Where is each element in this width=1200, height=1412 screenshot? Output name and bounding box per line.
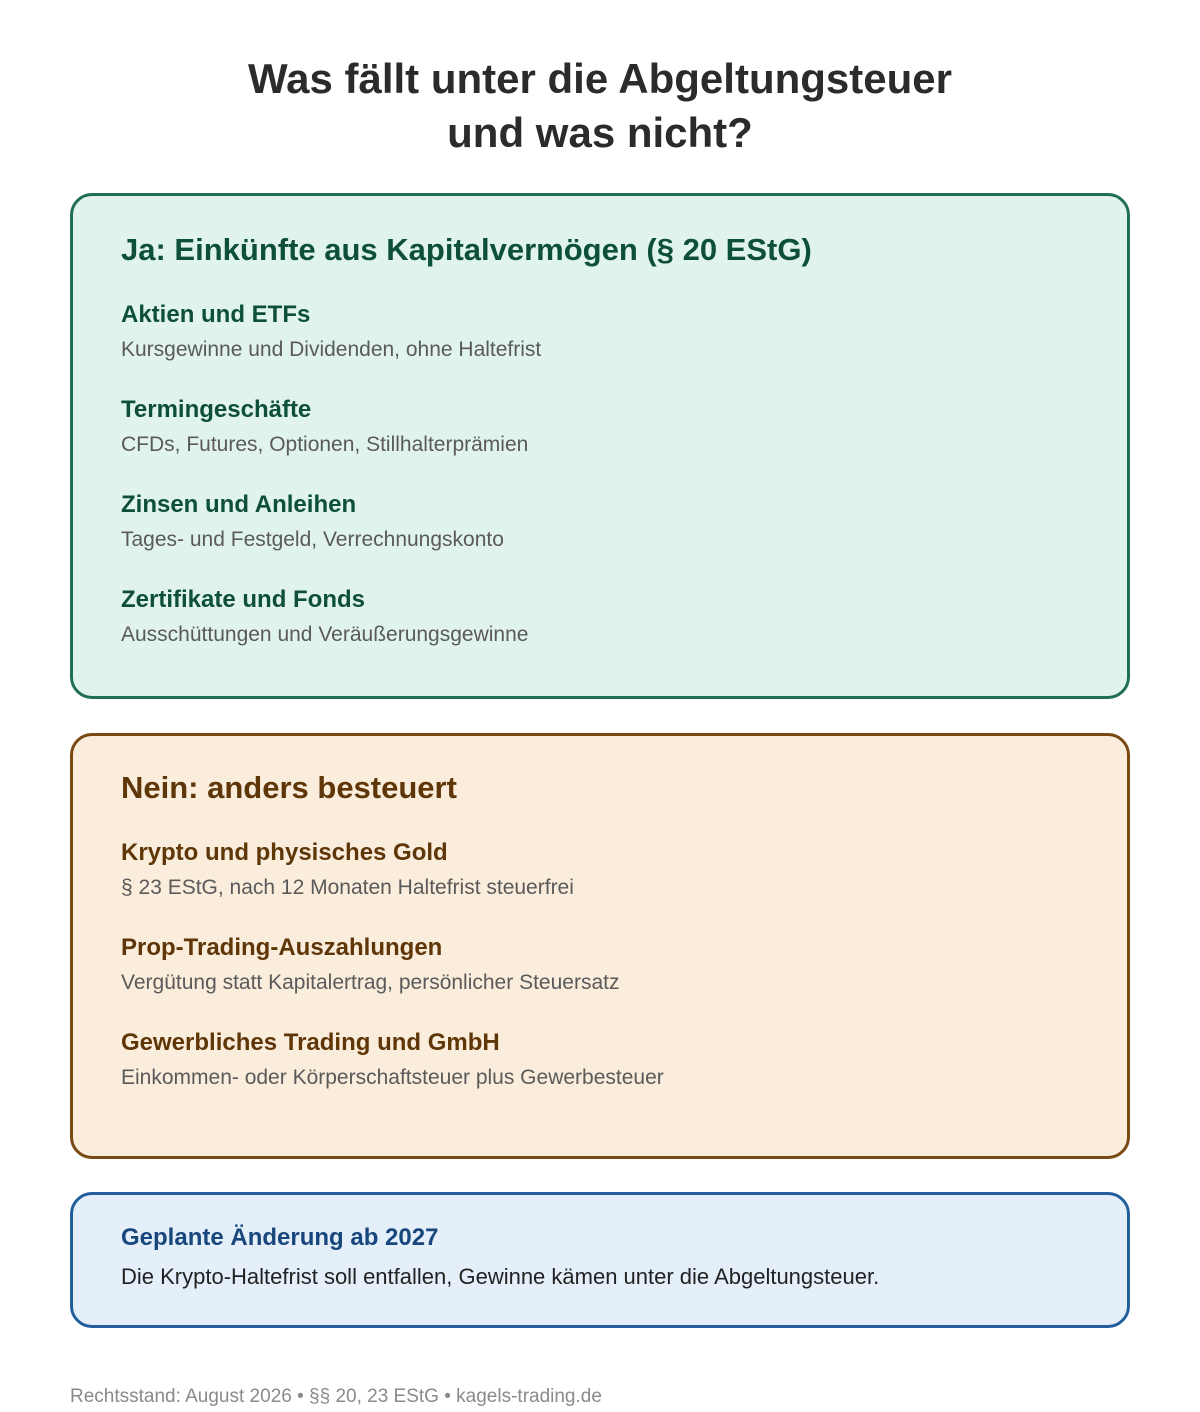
list-item-certificates-funds — [121, 585, 1079, 649]
list-item-description: Vergütung statt Kapitalertrag, persönlicher Steuersatz — [121, 971, 620, 994]
page-title — [0, 52, 1200, 160]
taxable-income-panel — [70, 193, 1130, 699]
footer-source-line: Rechtsstand: August 2026 • §§ 20, 23 EStG • kagels-trading.de — [70, 1386, 602, 1407]
list-item-title: Prop-Trading-Auszahlungen — [121, 934, 443, 961]
list-item-futures-options — [121, 395, 1079, 459]
list-item-interest-bonds — [121, 490, 1079, 554]
planned-change-note — [70, 1192, 1130, 1328]
list-item-description: Ausschüttungen und Veräußerungsgewinne — [121, 623, 529, 646]
taxable-income-heading: Ja: Einkünfte aus Kapitalvermögen (§ 20 EStG) — [121, 232, 812, 267]
other-taxation-panel — [70, 733, 1130, 1159]
list-item-description: Kursgewinne und Dividenden, ohne Haltefrist — [121, 338, 542, 361]
list-item-description: Tages- und Festgeld, Verrechnungskonto — [121, 528, 504, 551]
note-title: Geplante Änderung ab 2027 — [121, 1224, 439, 1251]
other-taxation-heading: Nein: anders besteuert — [121, 770, 457, 805]
list-item-title: Gewerbliches Trading und GmbH — [121, 1029, 500, 1056]
list-item-commercial-trading — [121, 1028, 1079, 1092]
list-item-description: CFDs, Futures, Optionen, Stillhalterprämien — [121, 433, 529, 456]
list-item-description: Einkommen- oder Körperschaftsteuer plus Gewerbesteuer — [121, 1066, 664, 1089]
list-item-title: Krypto und physisches Gold — [121, 839, 448, 866]
list-item-title: Aktien und ETFs — [121, 301, 311, 328]
note-text: Die Krypto-Haltefrist soll entfallen, Gewinne kämen unter die Abgeltungsteuer. — [121, 1264, 880, 1289]
page-title-line-1: Was fällt unter die Abgeltungsteuer — [248, 55, 952, 102]
list-item-crypto-gold — [121, 838, 1079, 902]
list-item-title: Zertifikate und Fonds — [121, 586, 366, 613]
list-item-title: Zinsen und Anleihen — [121, 491, 357, 518]
list-item-title: Termingeschäfte — [121, 396, 312, 423]
page-title-line-2: und was nicht? — [447, 109, 753, 156]
list-item-stocks-etfs — [121, 300, 1079, 364]
list-item-description: § 23 EStG, nach 12 Monaten Haltefrist steuerfrei — [121, 876, 574, 899]
list-item-prop-trading — [121, 933, 1079, 997]
